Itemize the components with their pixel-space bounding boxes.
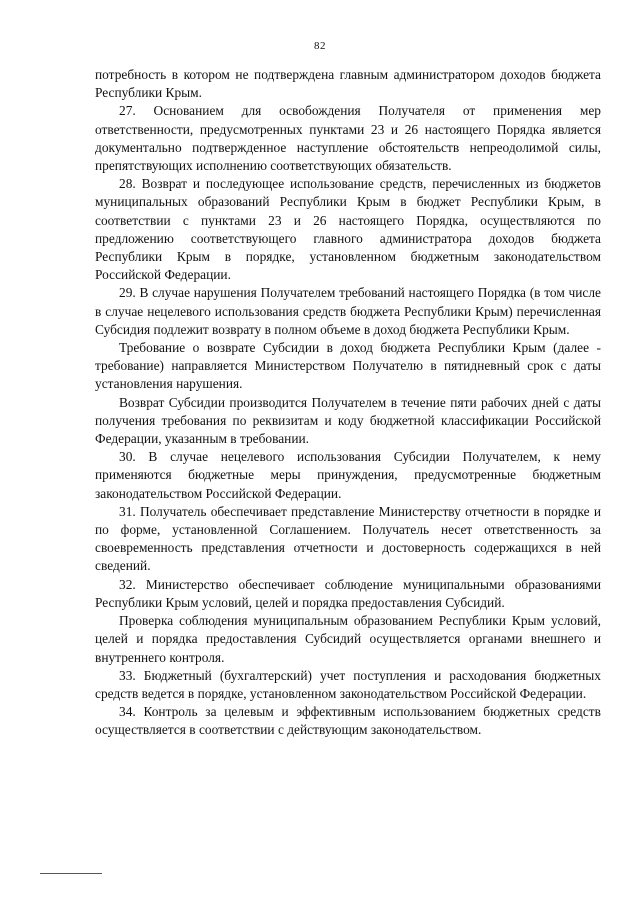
paragraph-34: 34. Контроль за целевым и эффективным использованием бюджетных средств осуществляется в соответствии с действующим законодательством. <box>95 704 601 738</box>
paragraph-32-verification: Проверка соблюдения муниципальным образованием Республики Крым условий, целей и порядка предоставления Субсидий осуществляется органами внешнего и внутреннего контроля. <box>95 613 601 665</box>
paragraph-continuation: потребность в котором не подтверждена главным администратором доходов бюджета Республики Крым. <box>95 67 601 101</box>
paragraph-29-requirement: Требование о возврате Субсидии в доход бюджета Республики Крым (далее - требование) направляется Министерством Получателю в пятидневный срок с даты установления нарушения. <box>95 340 601 392</box>
paragraph-28: 28. Возврат и последующее использование средств, перечисленных из бюджетов муниципальных образований Республики Крым в бюджет Республики Крым, в соответствии с пунктами 23 и 26 настоящего Порядка, осуществляются по предложению соответствующего главного администратора доходов бюджета Республики Крым в порядке, установленном бюджетным законодательством Российской Федерации. <box>95 176 601 283</box>
paragraph-29-refund: Возврат Субсидии производится Получателем в течение пяти рабочих дней с даты получения требования по реквизитам и коду бюджетной классификации Российской Федерации, указанным в требовании. <box>95 394 601 447</box>
document-body <box>95 66 601 740</box>
page-number: 82 <box>314 40 326 52</box>
paragraph-32: 32. Министерство обеспечивает соблюдение муниципальными образованиями Республики Крым условий, целей и порядка предоставления Субсидий. <box>95 576 601 610</box>
paragraph-27: 27. Основанием для освобождения Получателя от применения мер ответственности, предусмотренных пунктами 23 и 26 настоящего Порядка является документально подтвержденное наступление обстоятельств непреодолимой силы, препятствующих исполнению соответствующих обязательств. <box>95 103 601 174</box>
paragraph-30: 30. В случае нецелевого использования Субсидии Получателем, к нему применяются бюджетные меры принуждения, предусмотренные бюджетным законодательством Российской Федерации. <box>95 449 601 501</box>
footer-divider <box>40 873 102 874</box>
paragraph-31: 31. Получатель обеспечивает представление Министерству отчетности в порядке и по форме, установленной Соглашением. Получатель несет ответственность за своевременность представления отчетности и достоверность содержащихся в ней сведений. <box>95 503 601 574</box>
paragraph-29: 29. В случае нарушения Получателем требований настоящего Порядка (в том числе в случае нецелевого использования средств бюджета Республики Крым) перечисленная Субсидия подлежит возврату в полном объеме в доход бюджета Республики Крым. <box>95 285 601 337</box>
paragraph-33: 33. Бюджетный (бухгалтерский) учет поступления и расходования бюджетных средств ведется в порядке, установленном законодательством Российской Федерации. <box>95 667 601 701</box>
